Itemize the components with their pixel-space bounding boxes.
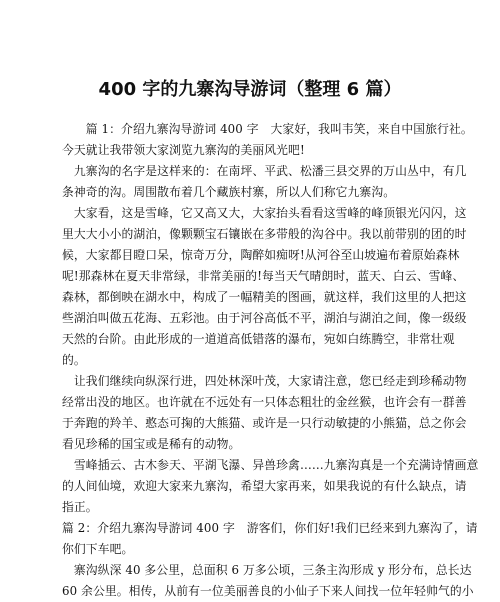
paragraph: [62, 560, 474, 602]
paragraph-line: 指正。: [62, 500, 98, 514]
paragraph-line: 里大大小小的湖泊，像颗颗宝石镶嵌在多带般的沟谷中。我以前带别的团的时: [62, 227, 467, 241]
paragraph: [62, 161, 467, 203]
paragraph-line: 大家看，这是雪峰，它又高又大，大家抬头看看这雪峰的峰顶银光闪闪，这: [62, 206, 467, 220]
paragraph-line: 呢!那森林在夏天非常绿，非常美丽的!每当天气晴朗时，蓝天、白云、雪峰、: [62, 269, 465, 283]
paragraph-line: 的人间仙境，欢迎大家来九寨沟，希望大家再来，如果我说的有什么缺点，请: [62, 479, 467, 493]
page-title: 400 字的九寨沟导游词（整理 6 篇）: [98, 79, 402, 100]
paragraph-line: 九寨沟的名字是这样来的：在南坪、平武、松潘三县交界的万山丛中，有几: [62, 164, 467, 178]
paragraph-line: 篇 1：介绍九寨沟导游词 400 字 大家好，我叫韦笑，来自中国旅行社。: [62, 122, 473, 136]
paragraph-line: 森林，都倒映在湖水中，构成了一幅精美的图画，就这样，我们这里的人把这: [62, 290, 467, 304]
document-body: [62, 119, 479, 602]
paragraph-line: 于奔跑的羚羊、憨态可掬的大熊猫、或许是一只行动敏捷的小熊猫，总之你会: [62, 416, 467, 430]
paragraph: [62, 371, 467, 455]
paragraph: [62, 203, 467, 371]
paragraph-line: 今天就让我带领大家浏览九寨沟的美丽风光吧!: [62, 143, 305, 157]
paragraph-line: 的。: [62, 353, 86, 367]
paragraph-line: 60 余公里。相传，从前有一位美丽善良的小仙子下来人间找一位年轻帅气的小: [62, 584, 474, 598]
paragraph-line: 看见珍稀的国宝或是稀有的动物。: [62, 437, 241, 451]
paragraph-line: 些湖泊叫做五花海、五彩池。由于河谷高低不平，湖泊与湖泊之间，像一级级: [62, 311, 467, 325]
paragraph-line: 你们下车吧。: [62, 542, 134, 556]
paragraph-line: 条神奇的沟。周围散布着几个藏族村寨，所以人们称它九寨沟。: [62, 185, 396, 199]
paragraph-line: 经常出没的地区。也许就在不远处有一只体态粗壮的金丝猴，也许会有一群善: [62, 395, 467, 409]
paragraph-line: 篇 2：介绍九寨沟导游词 400 字 游客们，你们好!我们已经来到九寨沟了，请: [62, 521, 478, 535]
paragraph-line: 让我们继续向纵深行进，四处林深叶茂，大家请注意，您已经走到珍稀动物: [62, 374, 467, 388]
paragraph-line: 雪峰插云、古木参天、平湖飞瀑、异兽珍禽……九寨沟真是一个充满诗情画意: [62, 458, 479, 472]
paragraph: [62, 518, 478, 560]
paragraph-line: 寨沟纵深 40 多公里，总面积 6 万多公顷，三条主沟形成 y 形分布，总长达: [62, 563, 472, 577]
paragraph: [62, 455, 479, 518]
paragraph-line: 候，大家都目瞪口呆，惊奇万分，陶醉如痴呀!从河谷至山坡遍布着原始森林: [62, 248, 460, 262]
paragraph-line: 天然的台阶。由此形成的一道道高低错落的瀑布，宛如白练腾空，非常壮观: [62, 332, 455, 346]
paragraph: [62, 119, 473, 161]
